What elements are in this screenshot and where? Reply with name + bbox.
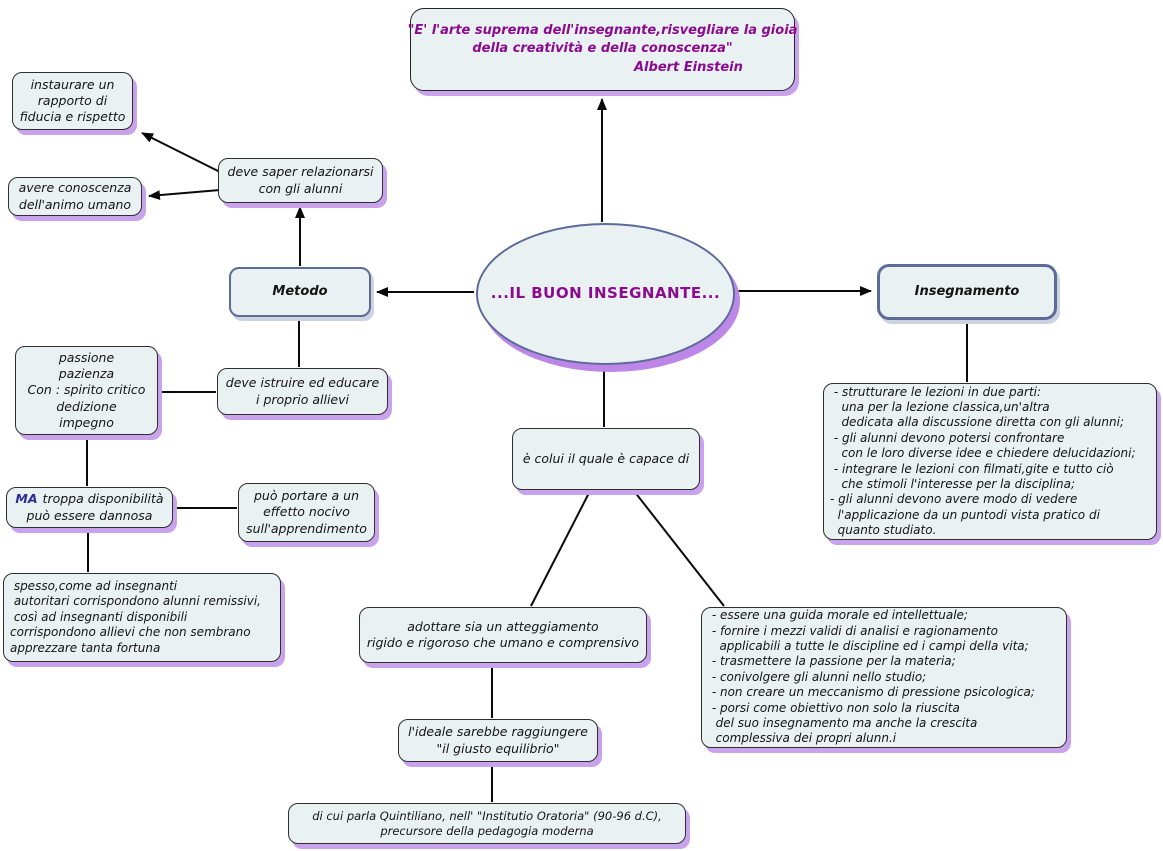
node-main-il-buon-insegnante[interactable]: ...IL BUON INSEGNANTE... (476, 223, 735, 365)
node-strutturare-lezioni-list[interactable]: - strutturare le lezioni in due parti: una per la lezione classica,un'altra dedicata alla discussione diretta con gli alunni; - gli alunni devono potersi confrontare con le loro diverse idee e chiedere delucidazioni; - integrare le lezioni con filmati,gite e tutto ciò che stimoli l'interesse per la disciplina; - gli alunni devono avere modo di vedere l'applicazione da un puntodi vista pratico di quanto studiato. (823, 383, 1157, 540)
node-insegnamento[interactable]: Insegnamento (877, 264, 1057, 320)
node-ma-troppa-disponibilita[interactable]: MA troppa disponibilità può essere dannosa (6, 487, 173, 528)
node-metodo[interactable]: Metodo (229, 267, 371, 317)
node-quintiliano[interactable]: di cui parla Quintiliano, nell' "Institutio Oratoria" (90-96 d.C), precursore della pedagogia moderna (288, 803, 686, 844)
quote-author: Albert Einstein (634, 59, 743, 75)
node-spesso-insegnanti[interactable]: spesso,come ad insegnanti autoritari corrispondono alunni remissivi, così ad insegnanti disponibili corrispondono allievi che non sembrano apprezzare tanta fortuna (3, 573, 281, 662)
quote-text: "E' l'arte suprema dell'insegnante,risvegliare la gioia della creatività e della conoscenza" (407, 23, 798, 57)
einstein-quote-node[interactable] (407, 8, 798, 91)
node-adottare-atteggiamento[interactable]: adottare sia un atteggiamento rigido e rigoroso che umano e comprensivo (359, 607, 647, 663)
node-guida-morale-list[interactable]: - essere una guida morale ed intellettuale; - fornire i mezzi validi di analisi e ragionamento applicabili a tutte le discipline ed i campi della vita; - trasmettere la passione per la materia; - conivolgere gli alunni nello studio; - non creare un meccanismo di pressione psicologica; - porsi come obiettivo non solo la riuscita del suo insegnamento ma anche la crescita complessiva dei propri alunn.i (701, 607, 1067, 748)
node-giusto-equilibrio[interactable]: l'ideale sarebbe raggiungere "il giusto equilibrio" (398, 719, 598, 762)
node-passione-qualita[interactable]: passione pazienza Con : spirito critico dedizione impegno (15, 346, 158, 435)
node-relazionarsi-alunni[interactable]: deve saper relazionarsi con gli alunni (218, 158, 383, 203)
node-istruire-educare[interactable]: deve istruire ed educare i proprio allievi (217, 368, 388, 415)
node-conoscenza-animo[interactable]: avere conoscenza dell'animo umano (8, 177, 142, 216)
node-instaurare-rapporto[interactable]: instaurare un rapporto di fiducia e rispetto (12, 72, 133, 130)
ma-emphasis: MA (15, 491, 38, 507)
node-capace-di[interactable]: è colui il quale è capace di (512, 428, 700, 490)
node-effetto-nocivo[interactable]: può portare a un effetto nocivo sull'apprendimento (238, 483, 375, 542)
